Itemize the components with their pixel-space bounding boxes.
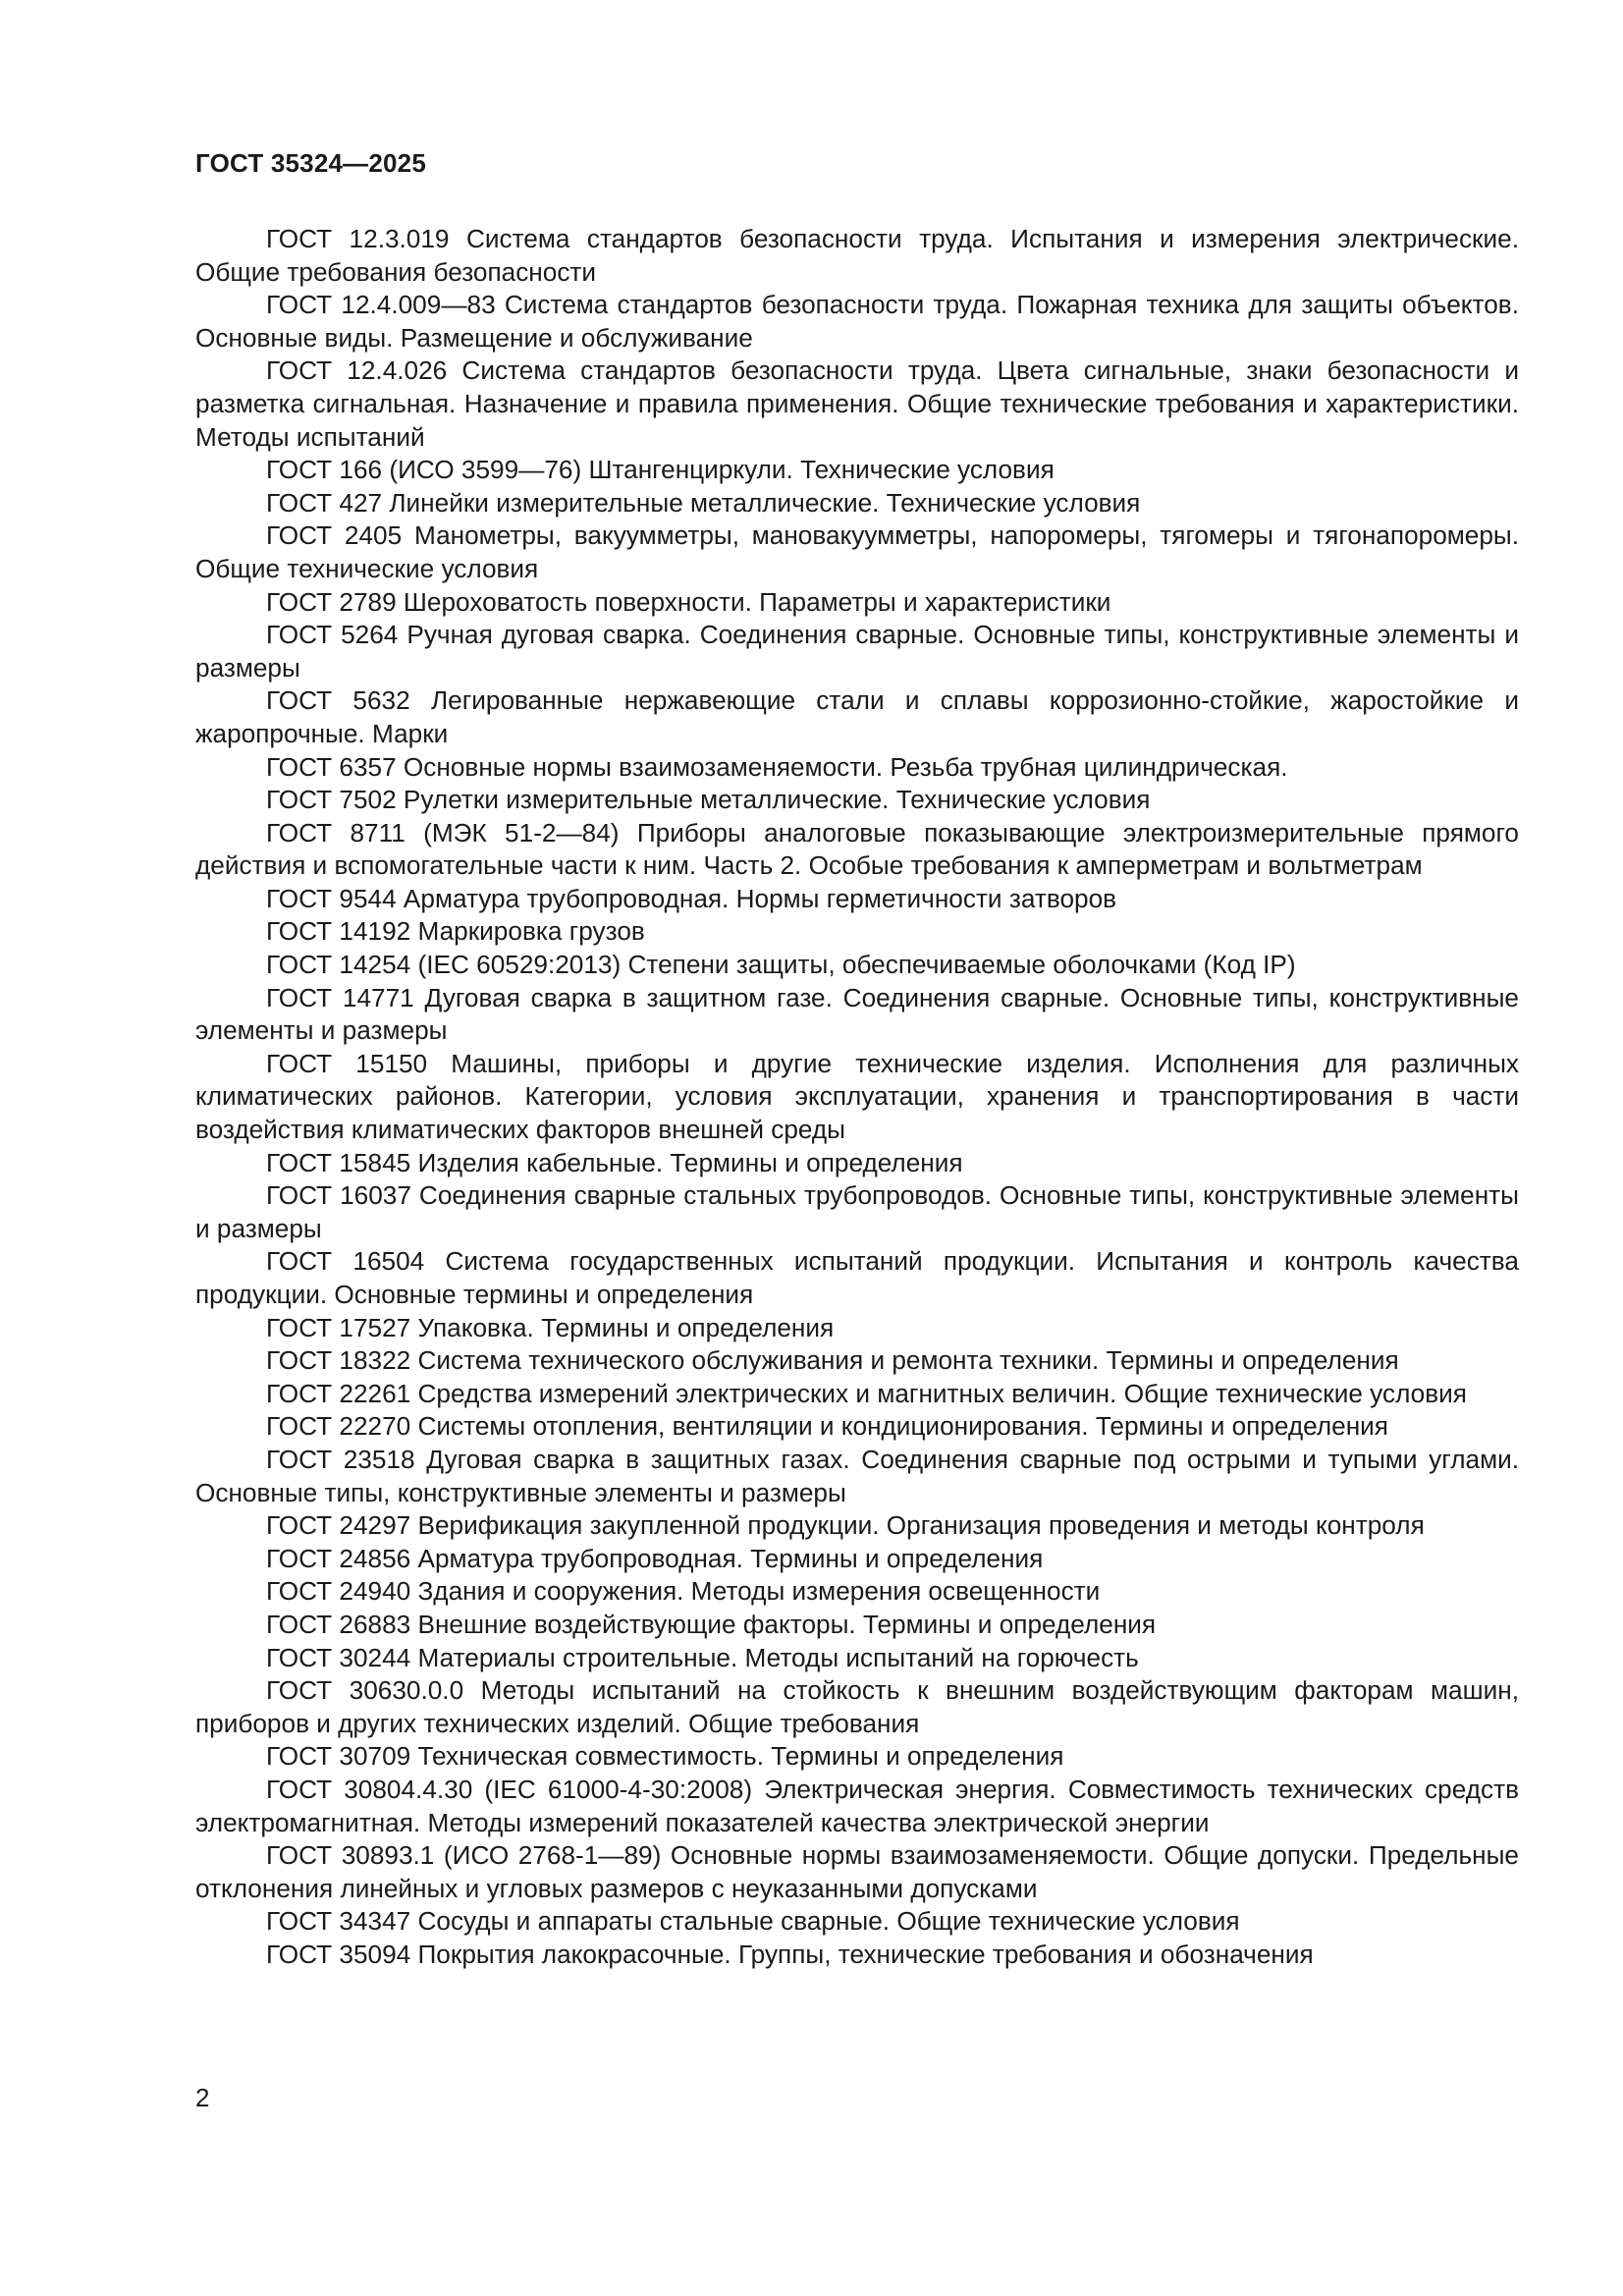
reference-item: ГОСТ 26883 Внешние воздействующие факторы. Термины и определения	[266, 1609, 1157, 1639]
reference-item: ГОСТ 14192 Маркировка грузов	[266, 916, 645, 947]
reference-item: ГОСТ 16504 Система государственных испытаний продукции. Испытания и контроль качества продукции. Основные термины и определения	[195, 1246, 1519, 1309]
reference-item: ГОСТ 15150 Машины, приборы и другие технические изделия. Исполнения для различных климатических районов. Категории, условия эксплуатации, хранения и транспортирования в части воздействия климатических факторов внешней среды	[195, 1048, 1519, 1145]
reference-item: ГОСТ 30244 Материалы строительные. Методы испытаний на горючесть	[266, 1642, 1139, 1672]
reference-item: ГОСТ 24940 Здания и сооружения. Методы измерения освещенности	[266, 1576, 1101, 1607]
reference-item: ГОСТ 6357 Основные нормы взаимозаменяемости. Резьба трубная цилиндрическая.	[266, 751, 1288, 782]
reference-item: ГОСТ 24856 Арматура трубопроводная. Термины и определения	[266, 1543, 1044, 1573]
reference-item: ГОСТ 35094 Покрытия лакокрасочные. Группы, технические требования и обозначения	[266, 1939, 1314, 1969]
reference-item: ГОСТ 12.4.026 Система стандартов безопасности труда. Цвета сигнальные, знаки безопасности и разметка сигнальная. Назначение и правила применения. Общие технические требования и характеристики. Методы испытаний	[195, 355, 1519, 452]
reference-item: ГОСТ 22270 Системы отопления, вентиляции и кондиционирования. Термины и определения	[266, 1411, 1388, 1442]
reference-item: ГОСТ 5632 Легированные нержавеющие стали и сплавы коррозионно-стойкие, жаростойкие и жаропрочные. Марки	[195, 685, 1519, 748]
reference-item: ГОСТ 12.4.009—83 Система стандартов безопасности труда. Пожарная техника для защиты объектов. Основные виды. Размещение и обслуживание	[195, 290, 1519, 353]
reference-item: ГОСТ 30709 Техническая совместимость. Термины и определения	[266, 1741, 1064, 1772]
reference-item: ГОСТ 2789 Шероховатость поверхности. Параметры и характеристики	[266, 586, 1111, 617]
page-number: 2	[195, 2083, 210, 2112]
reference-item: ГОСТ 15845 Изделия кабельные. Термины и определения	[266, 1147, 963, 1177]
reference-item: ГОСТ 9544 Арматура трубопроводная. Нормы герметичности затворов	[266, 883, 1117, 913]
reference-item: ГОСТ 16037 Соединения сварные стальных трубопроводов. Основные типы, конструктивные элементы и размеры	[195, 1180, 1519, 1243]
reference-item: ГОСТ 22261 Средства измерений электрических и магнитных величин. Общие технические условия	[266, 1378, 1467, 1408]
reference-item: ГОСТ 2405 Манометры, вакуумметры, мановакуумметры, напоромеры, тягомеры и тягонапоромеры. Общие технические условия	[195, 520, 1519, 583]
reference-list	[195, 223, 1519, 1971]
reference-item: ГОСТ 5264 Ручная дуговая сварка. Соединения сварные. Основные типы, конструктивные элементы и размеры	[195, 620, 1519, 683]
reference-item: ГОСТ 30630.0.0 Методы испытаний на стойкость к внешним воздействующим факторам машин, приборов и других технических изделий. Общие требования	[195, 1675, 1519, 1738]
reference-item: ГОСТ 7502 Рулетки измерительные металлические. Технические условия	[266, 785, 1151, 815]
reference-item: ГОСТ 23518 Дуговая сварка в защитных газах. Соединения сварные под острыми и тупыми углами. Основные типы, конструктивные элементы и размеры	[195, 1444, 1519, 1507]
reference-item: ГОСТ 12.3.019 Система стандартов безопасности труда. Испытания и измерения электрические. Общие требования безопасности	[195, 224, 1519, 287]
reference-item: ГОСТ 30804.4.30 (IEC 61000-4-30:2008) Электрическая энергия. Совместимость технических средств электромагнитная. Методы измерений показателей качества электрической энергии	[195, 1774, 1519, 1837]
reference-item: ГОСТ 30893.1 (ИСО 2768-1—89) Основные нормы взаимозаменяемости. Общие допуски. Предельные отклонения линейных и угловых размеров с неуказанными допусками	[195, 1840, 1519, 1903]
reference-item: ГОСТ 427 Линейки измерительные металлические. Технические условия	[266, 487, 1141, 518]
document-header: ГОСТ 35324—2025	[195, 148, 426, 178]
reference-item: ГОСТ 17527 Упаковка. Термины и определения	[266, 1312, 835, 1342]
reference-item: ГОСТ 24297 Верификация закупленной продукции. Организация проведения и методы контроля	[266, 1510, 1425, 1541]
reference-item: ГОСТ 14254 (IEC 60529:2013) Степени защиты, обеспечиваемые оболочками (Код IP)	[266, 950, 1296, 980]
reference-item: ГОСТ 8711 (МЭК 51-2—84) Приборы аналоговые показывающие электроизмерительные прямого действия и вспомогательные части к ним. Часть 2. Особые требования к амперметрам и вольтметрам	[195, 817, 1519, 881]
reference-item: ГОСТ 166 (ИСО 3599—76) Штангенциркули. Технические условия	[266, 455, 1055, 485]
reference-item: ГОСТ 14771 Дуговая сварка в защитном газе. Соединения сварные. Основные типы, конструктивные элементы и размеры	[195, 982, 1519, 1046]
reference-item: ГОСТ 34347 Сосуды и аппараты стальные сварные. Общие технические условия	[266, 1906, 1240, 1937]
reference-item: ГОСТ 18322 Система технического обслуживания и ремонта техники. Термины и определения	[266, 1345, 1399, 1376]
